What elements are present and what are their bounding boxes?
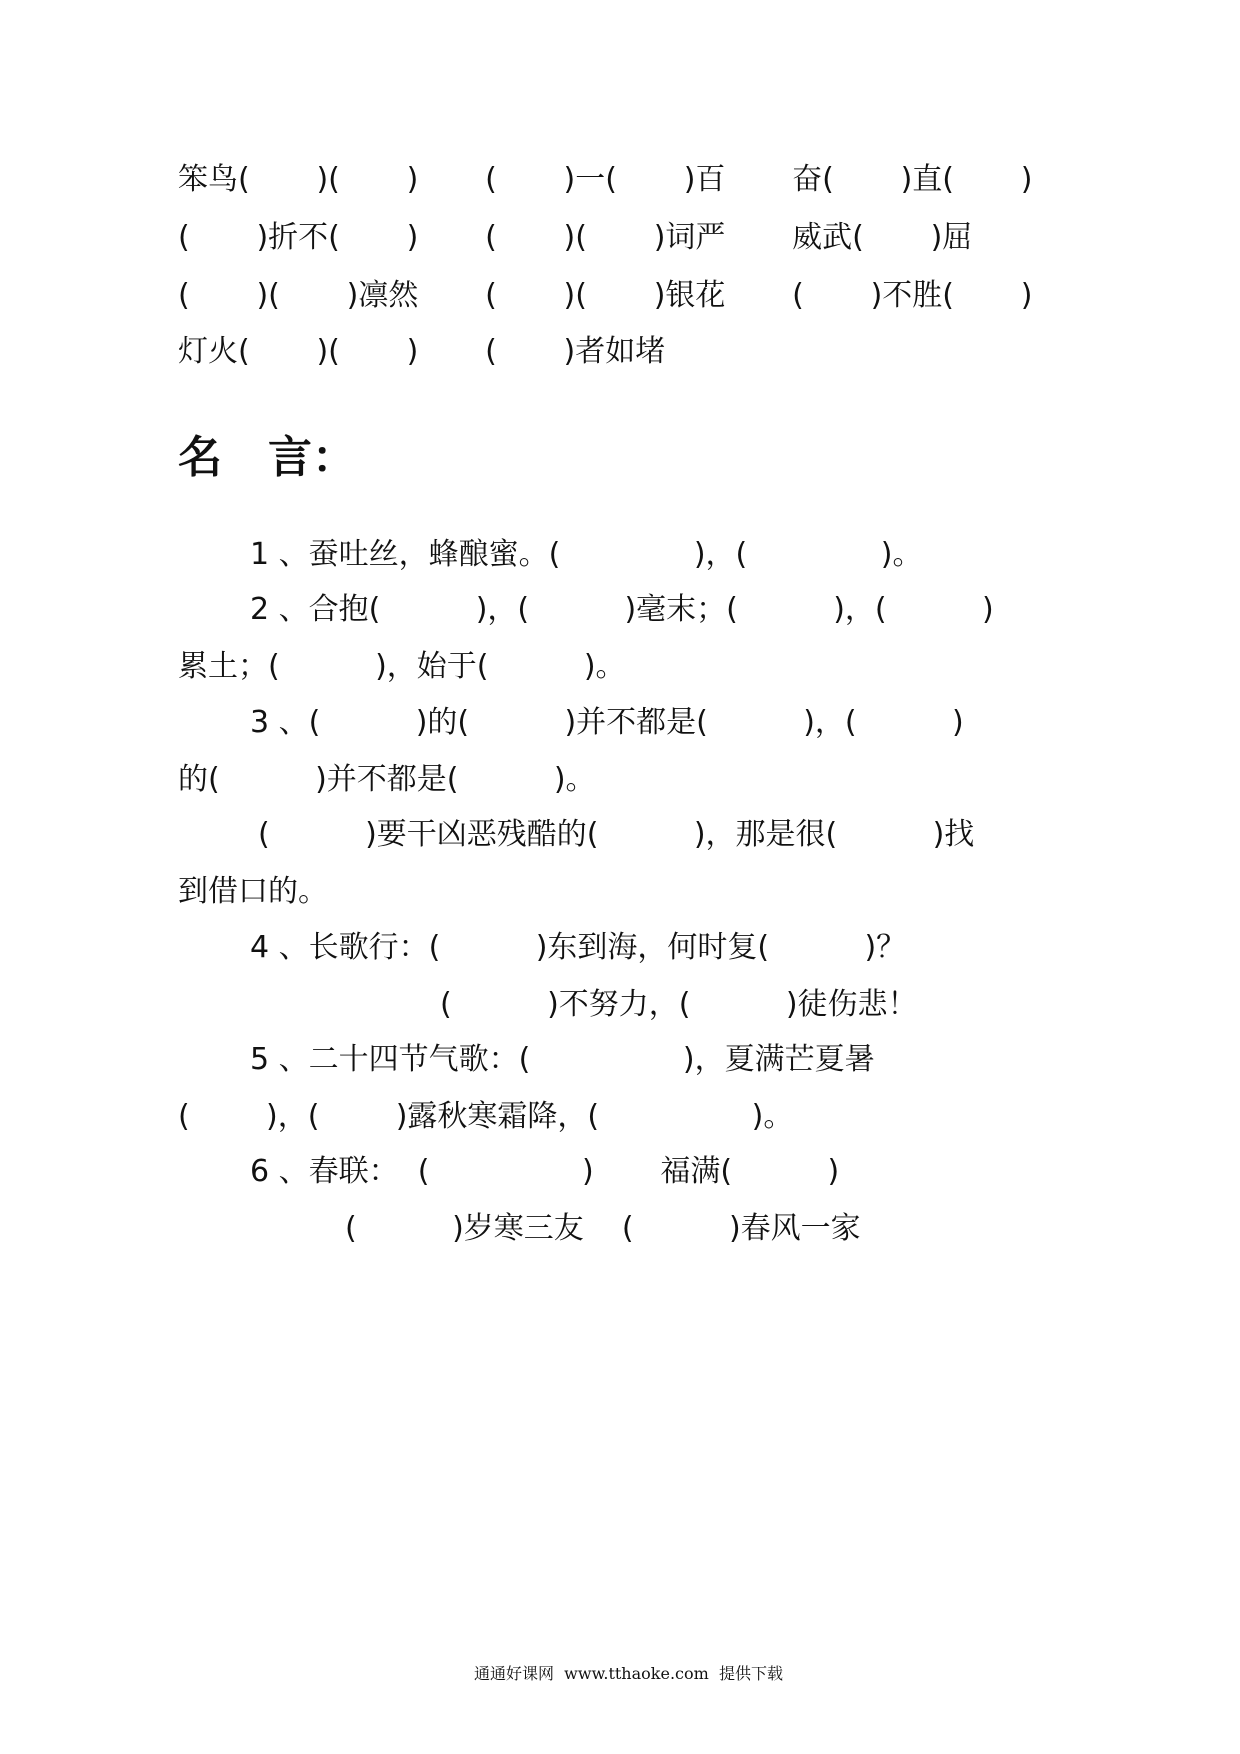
quote-line-4: 3 、( )的( )并不都是( )，( ) — [250, 705, 964, 740]
quote-line-13: ( )岁寒三友 ( )春风一家 — [345, 1211, 861, 1246]
quote-line-9: ( )不努力，( )徒伤悲！ — [440, 987, 918, 1022]
quote-line-10: 5 、二十四节气歌：( )，夏满芒夏暑 — [250, 1042, 875, 1077]
quote-line-7: 到借口的。 — [178, 874, 328, 909]
idiom-line-2: ( )折不( ) ( )( )词严 威武( )屈 — [178, 220, 973, 255]
quote-line-8: 4 、长歌行：( )东到海，何时复( )？ — [250, 930, 907, 965]
quote-line-11: ( )，( )露秋寒霜降，( )。 — [178, 1099, 794, 1134]
idiom-line-1: 笨鸟( )( ) ( )一( )百 奋( )直( ) — [178, 162, 1033, 197]
quote-line-3: 累土；( )，始于( )。 — [178, 649, 626, 684]
section-heading: 名 言： — [178, 432, 356, 483]
idiom-line-4: 灯火( )( ) ( )者如堵 — [178, 334, 666, 369]
quote-line-1: 1 、蚕吐丝，蜂酿蜜。( )，( )。 — [250, 537, 923, 572]
quote-line-12: 6 、春联： ( ) 福满( ) — [250, 1154, 840, 1189]
footer-text: 通通好课网 www.tthaoke.com 提供下载 — [474, 1664, 783, 1683]
quote-line-5: 的( )并不都是( )。 — [178, 762, 596, 797]
quote-line-6: ( )要干凶恶残酷的( )，那是很( )找 — [258, 817, 975, 852]
idiom-line-3: ( )( )凛然 ( )( )银花 ( )不胜( ) — [178, 278, 1033, 313]
quote-line-2: 2 、合抱( )，( )毫末；( )，( ) — [250, 592, 994, 627]
